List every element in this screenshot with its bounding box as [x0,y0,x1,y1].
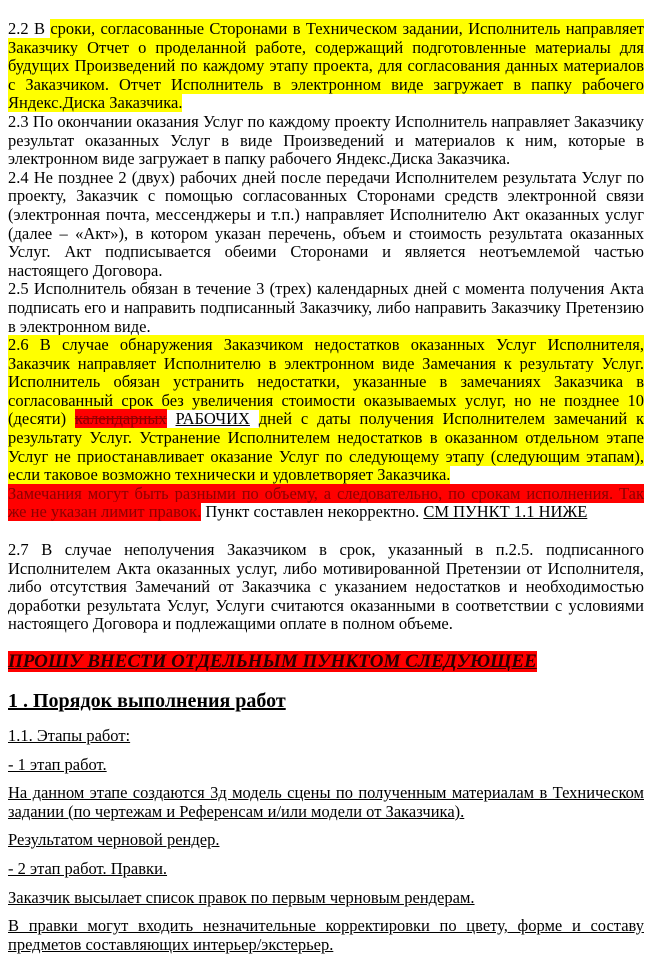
text-run: На данном этапе создаются 3д модель сцены по полученным материалам в Техническом задании (по чертежам и Референсам и/или модели от Заказчика). [8,783,644,821]
text-run: ПРОШУ ВНЕСТИ ОТДЕЛЬНЫМ ПУНКТОМ СЛЕДУЮЩЕЕ [8,651,537,672]
text-run: В правки могут входить незначительные корректировки по цвету, форме и составу предметов составляющих интерьер/экстерьер. [8,916,644,954]
text-run: сроки, согласованные Сторонами в Техническом задании, Исполнитель направляет Заказчику Отчет о проделанной работе, содержащий подготовленные материалы для будущих Произведений по каждому этапу проекта, для согласования данных материалов с Заказчиком. Отчет Исполнитель в электронном виде загружает в папку рабочего Яндекс.Диска Заказчика. [8,19,644,113]
text-run: календарных [74,409,167,429]
text-run: 2.7 В случае неполучения Заказчиком в срок, указанный в п.2.5. подписанного Исполнителем Акта оказанных услуг, либо мотивированной Претензии от Исполнителя, либо отсутствия Замечаний от Заказчика с указанием недостатков и необходимостью доработки результата Услуг, Услуги считаются оказанными в соответствии с условиями настоящего Договора и подлежащими оплате в полном объеме. [8,540,644,634]
comment-remarks [8,485,644,522]
item-stage-1 [8,756,644,775]
clause-2-7 [8,541,644,634]
text-run: Заказчик высылает список правок по первым черновым рендерам. [8,887,475,907]
document-body [8,20,644,954]
item-stage-1-desc [8,784,644,821]
text-run [250,409,259,428]
text-run: Замечания могут быть разными по объему, а следовательно, по срокам исполнения. Так же не указан лимит правок. [8,483,644,522]
heading-work-order [8,689,644,714]
banner-request [8,650,644,674]
clause-2-3 [8,113,644,169]
clause-2-6 [8,336,644,485]
text-run: 2.4 Не позднее 2 (двух) рабочих дней после передачи Исполнителем результата Услуг по проекту, Заказчик с помощью согласованных Сторонами средств электронной связи (электронная почта, мессенджеры и т.п.) направляет Исполнителю Акт оказанных услуг (далее – «Акт»), в котором указан перечень, объем и стоимость результата оказанных Услуг. Акт подписывается обеими Сторонами и является неотъемлемой частью настоящего Договора. [8,167,644,280]
text-run: 2.6 В случае обнаружения Заказчиком недостатков оказанных Услуг Исполнителя, Заказчик направляет Исполнителю в электронном виде Замечания к результату Услуг. Исполнитель обязан устранить недостатки, указанные в замечаниях Заказчика в согласованный срок без увеличения стоимости оказываемых услуг, но не позднее 10 (десяти) [8,335,644,429]
text-run [167,409,176,428]
text-run: 2.5 Исполнитель обязан в течение 3 (трех) календарных дней с момента получения Акта подписать его и направить подписанный Заказчику, либо направить Заказчику Претензию в электронном виде. [8,279,644,336]
text-run: РАБОЧИХ [175,409,250,429]
text-run: 2.3 По окончании оказания Услуг по каждому проекту Исполнитель направляет Заказчику результат оказанных Услуг в виде Произведений и материалов к ним, которые в электронном виде загружает в папку рабочего Яндекс.Диска Заказчика. [8,111,644,169]
clause-2-2 [8,20,644,113]
text-run: - 2 этап работ. Правки. [8,858,168,878]
text-run: Пункт составлен некорректно. [201,502,424,522]
text-run: СМ ПУНКТ 1.1 НИЖЕ [423,502,588,522]
clause-2-5 [8,280,644,336]
text-run: Результатом черновой рендер. [8,830,220,850]
item-stage-2-desc [8,889,644,908]
clause-2-4 [8,169,644,281]
text-run: дней с даты получения Исполнителем замечаний к результату Услуг. Устранение Исполнителем недостатков в оказанном отдельном этапе Услуг не приостанавливает оказание Услуг по следующему этапу (следующим этапам), если таковое возможно технически и удовлетворяет Заказчика. [8,409,645,485]
text-run: 2.2 В [8,19,51,38]
item-1-1-stages [8,727,644,746]
item-stage-2 [8,860,644,879]
text-run: 1 . Порядок выполнения работ [8,690,286,712]
item-stage-2-edits [8,917,644,954]
text-run: 1.1. Этапы работ: [8,726,131,745]
text-run: - 1 этап работ. [8,754,107,774]
item-stage-1-result [8,831,644,850]
